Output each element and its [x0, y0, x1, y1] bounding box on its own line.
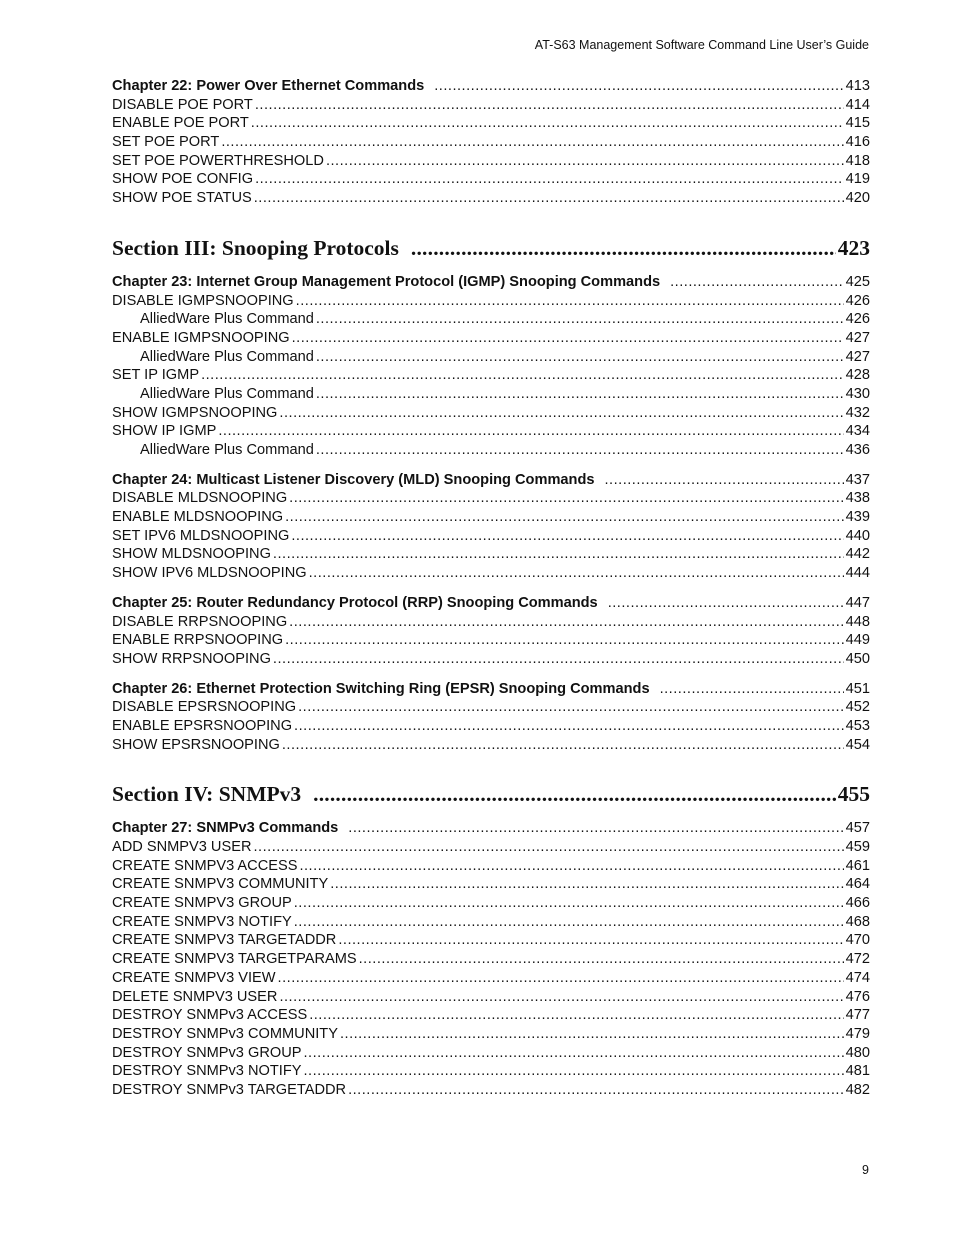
dot-leader [309, 564, 844, 583]
toc-chapter-entry[interactable] [112, 680, 870, 699]
dot-leader [670, 273, 844, 292]
dot-leader [316, 385, 844, 404]
toc-page-number: 480 [845, 1044, 870, 1061]
toc-entry[interactable] [112, 152, 870, 171]
toc-page-number: 427 [845, 348, 870, 365]
toc-entry[interactable] [112, 1044, 870, 1063]
toc-page-number: 444 [845, 565, 870, 582]
dot-leader [411, 234, 836, 262]
toc-page-number: 449 [845, 632, 870, 649]
toc-page-number: 481 [845, 1063, 870, 1080]
toc-page-number: 428 [845, 367, 870, 384]
toc-entry-title: DISABLE EPSRSNOOPING [112, 699, 297, 716]
table-of-contents [112, 77, 870, 1100]
dot-leader [291, 527, 843, 546]
dot-leader [309, 1006, 843, 1025]
dot-leader [338, 931, 843, 950]
toc-page-number: 442 [845, 546, 870, 563]
toc-page-number: 438 [845, 490, 870, 507]
dot-leader [660, 680, 844, 699]
toc-page-number: 427 [845, 329, 870, 346]
toc-chapter-entry[interactable] [112, 77, 870, 96]
toc-page-number: 448 [845, 613, 870, 630]
toc-chapter-entry[interactable] [112, 594, 870, 613]
toc-entry[interactable] [112, 404, 870, 423]
toc-subentry[interactable] [112, 310, 870, 329]
dot-leader [348, 1081, 844, 1100]
toc-entry-title: Chapter 23: Internet Group Management Protocol (IGMP) Snooping Commands [112, 273, 661, 290]
toc-entry-title: SET POE POWERTHRESHOLD [112, 152, 324, 169]
toc-entry[interactable] [112, 1062, 870, 1081]
toc-page-number: 430 [845, 385, 870, 402]
toc-page-number: 439 [845, 509, 870, 526]
toc-page-number: 472 [845, 951, 870, 968]
dot-leader [279, 988, 843, 1007]
toc-entry[interactable] [112, 838, 870, 857]
dot-leader [299, 857, 843, 876]
dot-leader [253, 838, 843, 857]
toc-page-number: 453 [845, 717, 870, 734]
toc-entry[interactable] [112, 527, 870, 546]
toc-entry-title: DISABLE POE PORT [112, 96, 253, 113]
dot-leader [289, 613, 843, 632]
toc-page-number: 426 [845, 311, 870, 328]
toc-page-number: 457 [845, 820, 870, 837]
toc-entry[interactable] [112, 717, 870, 736]
toc-page-number: 477 [845, 1007, 870, 1024]
toc-entry-title: ENABLE MLDSNOOPING [112, 509, 284, 526]
toc-entry[interactable] [112, 564, 870, 583]
toc-entry[interactable] [112, 1081, 870, 1100]
toc-entry[interactable] [112, 489, 870, 508]
dot-leader [434, 77, 843, 96]
dot-leader [316, 310, 844, 329]
toc-page-number: 423 [837, 235, 870, 260]
toc-entry-title: AlliedWare Plus Command [140, 385, 314, 402]
toc-entry[interactable] [112, 698, 870, 717]
dot-leader [340, 1025, 844, 1044]
toc-entry[interactable] [112, 894, 870, 913]
toc-section-heading[interactable] [112, 780, 870, 808]
toc-entry[interactable] [112, 631, 870, 650]
dot-leader [303, 1062, 843, 1081]
toc-page-number: 454 [845, 736, 870, 753]
dot-leader [279, 404, 843, 423]
dot-leader [255, 96, 844, 115]
toc-entry-title: SET POE PORT [112, 134, 220, 151]
toc-entry[interactable] [112, 545, 870, 564]
dot-leader [201, 366, 844, 385]
toc-subentry[interactable] [112, 385, 870, 404]
toc-entry-title: DISABLE IGMPSNOOPING [112, 292, 294, 309]
toc-entry[interactable] [112, 1025, 870, 1044]
dot-leader [282, 736, 844, 755]
toc-entry-title: ENABLE RRPSNOOPING [112, 632, 284, 649]
toc-subentry[interactable] [112, 348, 870, 367]
toc-entry-title: CREATE SNMPV3 TARGETPARAMS [112, 951, 357, 968]
toc-entry[interactable] [112, 422, 870, 441]
toc-entry[interactable] [112, 114, 870, 133]
toc-entry-title: Chapter 26: Ethernet Protection Switching Ring (EPSR) Snooping Commands [112, 680, 650, 697]
toc-page-number: 482 [845, 1081, 870, 1098]
toc-entry-title: AlliedWare Plus Command [140, 348, 314, 365]
toc-page-number: 432 [845, 404, 870, 421]
toc-entry[interactable] [112, 931, 870, 950]
dot-leader [292, 329, 844, 348]
toc-entry-title: ENABLE IGMPSNOOPING [112, 329, 290, 346]
toc-entry[interactable] [112, 950, 870, 969]
toc-entry[interactable] [112, 329, 870, 348]
toc-entry-title: DISABLE RRPSNOOPING [112, 613, 288, 630]
toc-page-number: 451 [845, 680, 870, 697]
toc-entry-title: SET IPV6 MLDSNOOPING [112, 527, 290, 544]
toc-entry-title: SHOW POE STATUS [112, 190, 252, 207]
toc-entry[interactable] [112, 170, 870, 189]
dot-leader [359, 950, 844, 969]
toc-page-number: 426 [845, 292, 870, 309]
toc-entry-title: AlliedWare Plus Command [140, 311, 314, 328]
dot-leader [255, 170, 844, 189]
dot-leader [348, 819, 843, 838]
dot-leader [330, 875, 843, 894]
toc-page-number: 414 [845, 96, 870, 113]
dot-leader [294, 894, 844, 913]
toc-section-heading[interactable] [112, 234, 870, 262]
toc-entry-title: CREATE SNMPV3 NOTIFY [112, 913, 292, 930]
toc-entry[interactable] [112, 988, 870, 1007]
toc-page-number: 466 [845, 895, 870, 912]
toc-entry-title: SHOW MLDSNOOPING [112, 546, 271, 563]
toc-entry-title: AlliedWare Plus Command [140, 442, 314, 458]
dot-leader [294, 717, 844, 736]
toc-chapter-entry[interactable] [112, 471, 870, 490]
toc-page-number: 479 [845, 1025, 870, 1042]
toc-entry[interactable] [112, 650, 870, 669]
toc-page-number: 425 [845, 273, 870, 290]
toc-page-number: 415 [845, 115, 870, 132]
toc-entry-title: SHOW IPV6 MLDSNOOPING [112, 565, 307, 582]
toc-page-number: 418 [845, 152, 870, 169]
toc-entry-title: SHOW POE CONFIG [112, 171, 254, 188]
toc-page-number: 440 [845, 527, 870, 544]
toc-page-number: 416 [845, 134, 870, 151]
dot-leader [221, 133, 843, 152]
toc-page-number: 459 [845, 839, 870, 855]
toc-entry-title: CREATE SNMPV3 ACCESS [112, 857, 298, 874]
toc-page-number: 464 [845, 876, 870, 893]
toc-entry-title: DISABLE MLDSNOOPING [112, 490, 288, 507]
dot-leader [316, 348, 844, 367]
toc-entry[interactable] [112, 292, 870, 311]
dot-leader [251, 114, 844, 133]
dot-leader [254, 189, 844, 208]
dot-leader [285, 631, 844, 650]
toc-chapter-entry[interactable] [112, 273, 870, 292]
toc-entry-title: SHOW IGMPSNOOPING [112, 404, 278, 421]
dot-leader [294, 913, 844, 932]
dot-leader [218, 422, 843, 441]
running-header: AT-S63 Management Software Command Line User’s Guide [534, 38, 869, 52]
dot-leader [296, 292, 844, 311]
toc-subentry[interactable] [112, 441, 870, 460]
toc-entry-title: Section IV: SNMPv3 [112, 782, 302, 807]
toc-page-number: 455 [837, 782, 870, 807]
toc-entry-title: DESTROY SNMPv3 ACCESS [112, 1007, 308, 1024]
toc-entry[interactable] [112, 969, 870, 988]
toc-page-number: 476 [845, 988, 870, 1005]
dot-leader [273, 650, 844, 669]
toc-entry[interactable] [112, 1006, 870, 1025]
toc-page-number: 461 [845, 857, 870, 874]
page-number: 9 [862, 1163, 869, 1177]
toc-entry-title: CREATE SNMPV3 TARGETADDR [112, 932, 337, 949]
toc-page-number: 434 [845, 423, 870, 440]
toc-entry[interactable] [112, 133, 870, 152]
toc-entry-title: Chapter 25: Router Redundancy Protocol (RRP) Snooping Commands [112, 594, 598, 611]
toc-chapter-entry[interactable] [112, 819, 870, 838]
dot-leader [608, 594, 844, 613]
toc-entry[interactable] [112, 736, 870, 755]
toc-entry-title: Chapter 24: Multicast Listener Discovery (MLD) Snooping Commands [112, 471, 595, 488]
dot-leader [289, 489, 843, 508]
toc-entry-title: SHOW RRPSNOOPING [112, 650, 271, 667]
dot-leader [285, 508, 844, 527]
toc-entry[interactable] [112, 189, 870, 208]
dot-leader [316, 441, 844, 460]
toc-page-number: 474 [845, 969, 870, 986]
toc-entry[interactable] [112, 857, 870, 876]
toc-page-number: 420 [845, 190, 870, 207]
toc-entry[interactable] [112, 366, 870, 385]
toc-entry[interactable] [112, 613, 870, 632]
toc-page-number: 447 [845, 594, 870, 611]
toc-entry[interactable] [112, 913, 870, 932]
toc-entry-title: DESTROY SNMPv3 GROUP [112, 1044, 302, 1061]
toc-entry[interactable] [112, 508, 870, 527]
dot-leader [273, 545, 844, 564]
toc-entry[interactable] [112, 96, 870, 115]
dot-leader [278, 969, 844, 988]
dot-leader [298, 698, 844, 717]
toc-entry-title: DESTROY SNMPv3 COMMUNITY [112, 1025, 338, 1042]
toc-page-number: 452 [845, 699, 870, 716]
toc-page-number: 436 [845, 442, 870, 458]
toc-entry-title: CREATE SNMPV3 COMMUNITY [112, 876, 329, 893]
toc-page-number: 450 [845, 650, 870, 667]
toc-entry-title: DELETE SNMPV3 USER [112, 988, 278, 1005]
toc-entry-title: SHOW EPSRSNOOPING [112, 736, 280, 753]
dot-leader [604, 471, 843, 490]
toc-entry-title: CREATE SNMPV3 GROUP [112, 895, 292, 912]
toc-entry-title: SHOW IP IGMP [112, 423, 217, 440]
toc-entry-title: ENABLE EPSRSNOOPING [112, 717, 293, 734]
toc-entry-title: DESTROY SNMPv3 NOTIFY [112, 1063, 302, 1080]
toc-entry-title: Section III: Snooping Protocols [112, 235, 399, 260]
toc-entry-title: Chapter 27: SNMPv3 Commands [112, 820, 339, 837]
toc-entry-title: CREATE SNMPV3 VIEW [112, 969, 276, 986]
toc-entry-title: ADD SNMPV3 USER [112, 839, 252, 855]
toc-entry[interactable] [112, 875, 870, 894]
toc-page-number: 437 [845, 471, 870, 488]
toc-page-number: 413 [845, 78, 870, 94]
dot-leader [303, 1044, 843, 1063]
toc-page-number: 468 [845, 913, 870, 930]
toc-page-number: 470 [845, 932, 870, 949]
toc-entry-title: ENABLE POE PORT [112, 115, 249, 132]
dot-leader [326, 152, 844, 171]
toc-entry-title: DESTROY SNMPv3 TARGETADDR [112, 1081, 347, 1098]
dot-leader [313, 780, 836, 808]
toc-entry-title: SET IP IGMP [112, 367, 200, 384]
toc-entry-title: Chapter 22: Power Over Ethernet Commands [112, 78, 425, 94]
toc-page-number: 419 [845, 171, 870, 188]
